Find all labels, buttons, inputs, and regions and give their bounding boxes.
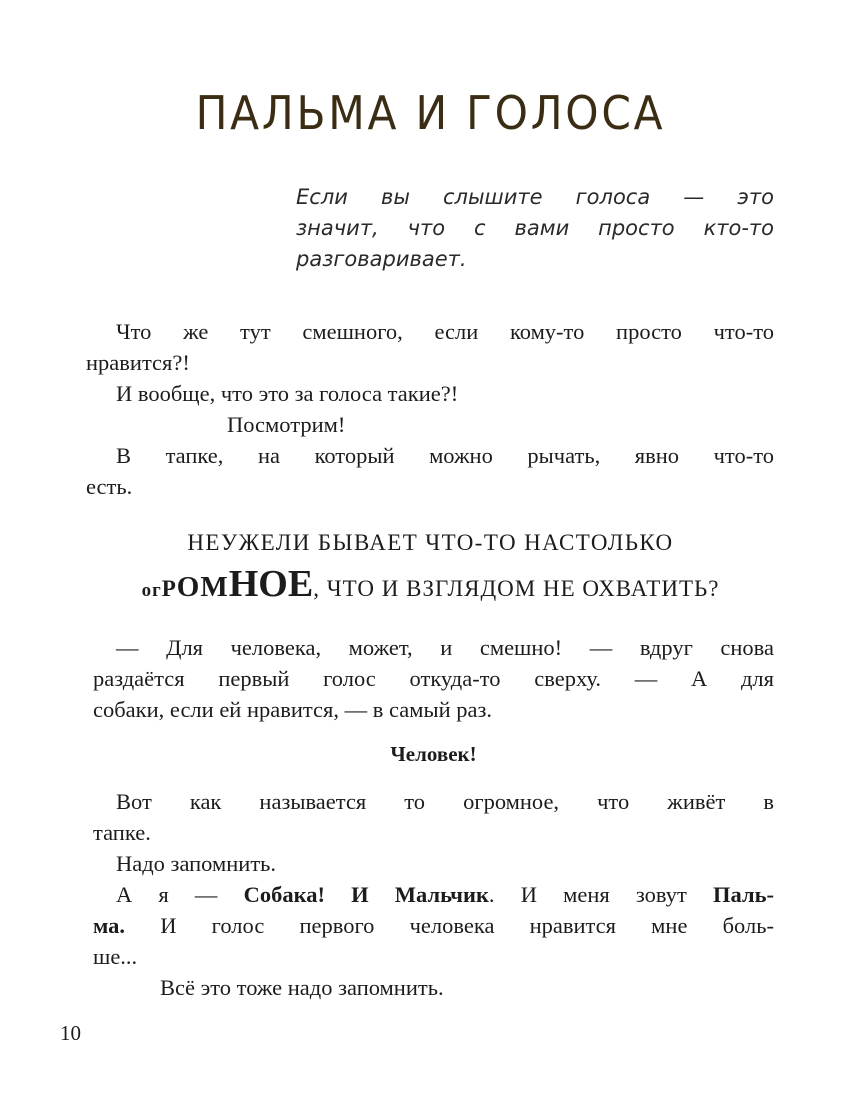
emphasis-line-2 bbox=[0, 562, 861, 606]
text-line: Надо запомнить. bbox=[116, 851, 277, 876]
epigraph-line: разговаривает. bbox=[296, 247, 467, 271]
emphasis-word-part: ог bbox=[141, 580, 162, 601]
text-line: Всё это тоже надо запомнить. bbox=[160, 975, 444, 1000]
emphasis-word-part: НОЕ bbox=[228, 563, 314, 605]
text-line: И вообще, что это за голоса такие?! bbox=[116, 381, 459, 406]
epigraph-line: значит, что с вами просто кто-то bbox=[296, 216, 774, 240]
text-line: собаки, если ей нравится, — в самый раз. bbox=[93, 697, 493, 722]
emphasis-rest: , ЧТО И ВЗГЛЯДОМ НЕ ОХВАТИТЬ? bbox=[313, 576, 720, 601]
text-line: — Для человека, может, и смешно! — вдруг снова bbox=[116, 635, 774, 660]
text-line: нравится?! bbox=[86, 350, 190, 375]
emphasis-word-part: Р bbox=[161, 576, 177, 601]
epigraph-line: Если вы слышите голоса — это bbox=[296, 185, 774, 209]
paragraph-1 bbox=[86, 316, 774, 502]
text-line: есть. bbox=[86, 474, 133, 499]
text-line: тапке. bbox=[93, 820, 151, 845]
text-line: Вот как называется то огромное, что живёт в bbox=[116, 789, 774, 814]
paragraph-3 bbox=[93, 786, 774, 1003]
bold-run: ма. bbox=[93, 913, 126, 938]
chapter-title: ПАЛЬМА И ГОЛОСА bbox=[195, 86, 666, 140]
epigraph bbox=[296, 182, 774, 275]
text-line: Что же тут смешного, если кому-то просто что-то bbox=[116, 319, 774, 344]
bold-run: Собака! bbox=[243, 882, 325, 907]
bold-run: Паль- bbox=[713, 882, 774, 907]
text-run: . И меня зовут bbox=[488, 882, 714, 907]
page-number: 10 bbox=[60, 1021, 81, 1045]
section-heading: Человек! bbox=[390, 742, 477, 766]
bold-run: И Мальчик bbox=[351, 882, 489, 907]
paragraph-2 bbox=[93, 632, 774, 725]
text-line: Посмотрим! bbox=[227, 412, 346, 437]
emphasis-line-1: НЕУЖЕЛИ БЫВАЕТ ЧТО-ТО НАСТОЛЬКО bbox=[187, 530, 674, 555]
text-run: А я — bbox=[116, 882, 244, 907]
text-run: И голос первого человека нравится мне боль- bbox=[125, 913, 774, 938]
text-line bbox=[93, 879, 774, 910]
text-line bbox=[93, 910, 774, 941]
text-line: ше... bbox=[93, 944, 138, 969]
text-line: В тапке, на который можно рычать, явно что-то bbox=[116, 443, 774, 468]
text-line: раздаётся первый голос откуда-то сверху. — А для bbox=[93, 666, 774, 691]
text-run bbox=[325, 882, 351, 907]
emphasis-word-part: ОМ bbox=[176, 571, 229, 603]
